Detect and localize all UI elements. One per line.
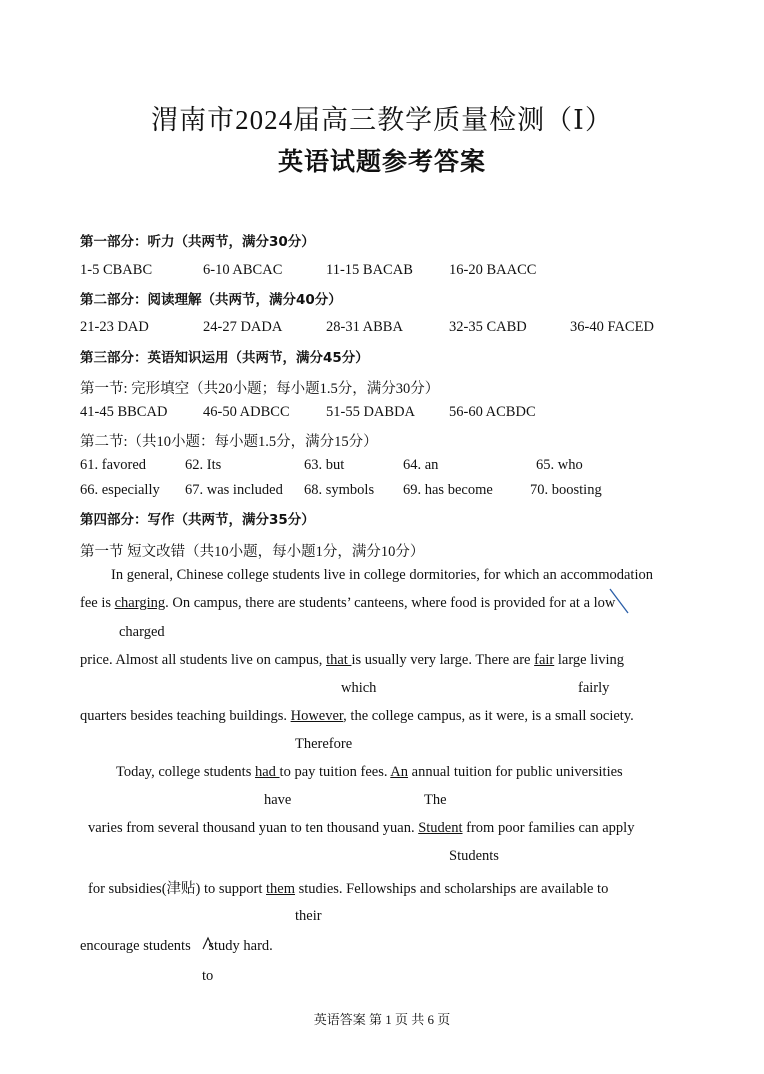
correction-word: their	[295, 908, 322, 924]
part3-section1-answer: 46-50 ADBCC	[203, 404, 290, 420]
part3-section1-answer: 51-55 DABDA	[326, 404, 416, 420]
part3-section2-answer: 62. Its	[185, 457, 222, 473]
correction-word: The	[424, 792, 447, 808]
page-footer: 英语答案 第 1 页 共 6 页	[313, 1012, 451, 1027]
correction-word: fairly	[578, 680, 610, 696]
part1-answer: 11-15 BACAB	[326, 262, 413, 278]
part3-section2-answer: 64. an	[403, 457, 439, 473]
part3-heading: 第三部分：英语知识运用（共两节，满分45分）	[80, 350, 369, 366]
part3-section1-answer: 41-45 BBCAD	[80, 404, 168, 420]
correction-word: which	[341, 680, 377, 696]
correction-word: to	[202, 968, 214, 984]
correction-word: have	[264, 792, 292, 808]
passage-line: encourage students study hard.	[80, 938, 273, 954]
part2-answer: 36-40 FACED	[570, 319, 654, 335]
error-word: Student	[418, 820, 463, 836]
error-word: that	[326, 652, 352, 668]
part2-answer: 32-35 CABD	[449, 319, 527, 335]
correction-word: Students	[449, 848, 499, 864]
part2-answer: 21-23 DAD	[80, 319, 149, 335]
part3-section1-heading: 第一节: 完形填空（共20小题；每小题1.5分，满分30分）	[80, 381, 440, 397]
error-word: charging	[114, 595, 166, 611]
error-word: them	[266, 881, 296, 897]
passage-line: In general, Chinese college students live in college dormitories, for which an accommodation	[111, 567, 653, 583]
error-word: An	[390, 764, 409, 780]
deletion-mark-icon	[608, 587, 630, 615]
part1-answer: 6-10 ABCAC	[203, 262, 283, 278]
part3-section2-answer: 61. favored	[80, 457, 147, 473]
insertion-caret-icon	[202, 936, 214, 950]
part1-heading: 第一部分：听力（共两节，满分30分）	[80, 234, 315, 250]
part2-answer: 28-31 ABBA	[326, 319, 403, 335]
part3-section2-answer: 68. symbols	[304, 482, 375, 498]
part3-section2-answer: 69. has become	[403, 482, 493, 498]
part4-heading: 第四部分：写作（共两节，满分35分）	[80, 512, 315, 528]
page-subtitle: 英语试题参考答案	[277, 147, 486, 176]
part3-section2-answer: 67. was included	[185, 482, 283, 498]
part1-answer: 1-5 CBABC	[80, 262, 153, 278]
part4-section1-heading: 第一节 短文改错（共10小题，每小题1分，满分10分）	[80, 544, 425, 560]
part3-section2-answer: 63. but	[304, 457, 345, 473]
error-word: had	[254, 764, 280, 780]
correction-word: Therefore	[295, 736, 353, 752]
error-word: fair	[534, 652, 555, 668]
passage-line: fee is charging. On campus, there are students’ canteens, where food is provided for at a low	[80, 595, 616, 611]
part3-section1-answer: 56-60 ACBDC	[449, 404, 536, 420]
part3-section2-heading: 第二节:（共10小题：每小题1.5分，满分15分）	[80, 434, 378, 450]
passage-line: quarters besides teaching buildings. However, the college campus, as it were, is a small society.	[80, 708, 634, 724]
passage-line: for subsidies(津贴) to support them studies. Fellowships and scholarships are available to	[88, 881, 609, 897]
passage-line: price. Almost all students live on campus, that is usually very large. There are fair large living	[80, 652, 625, 668]
part3-section2-answer: 70. boosting	[530, 482, 602, 498]
passage-line: Today, college students had to pay tuition fees. An annual tuition for public universities	[116, 764, 623, 780]
part2-heading: 第二部分：阅读理解（共两节，满分40分）	[80, 292, 342, 308]
part1-answer: 16-20 BAACC	[449, 262, 537, 278]
error-word: However	[290, 708, 344, 724]
part3-section2-answer: 65. who	[536, 457, 583, 473]
part3-section2-answer: 66. especially	[80, 482, 160, 498]
passage-line: varies from several thousand yuan to ten thousand yuan. Student from poor families can apply	[88, 820, 635, 836]
page-title: 渭南市2024届高三教学质量检测（Ⅰ）	[151, 105, 613, 135]
part2-answer: 24-27 DADA	[203, 319, 283, 335]
correction-word: charged	[119, 624, 165, 640]
